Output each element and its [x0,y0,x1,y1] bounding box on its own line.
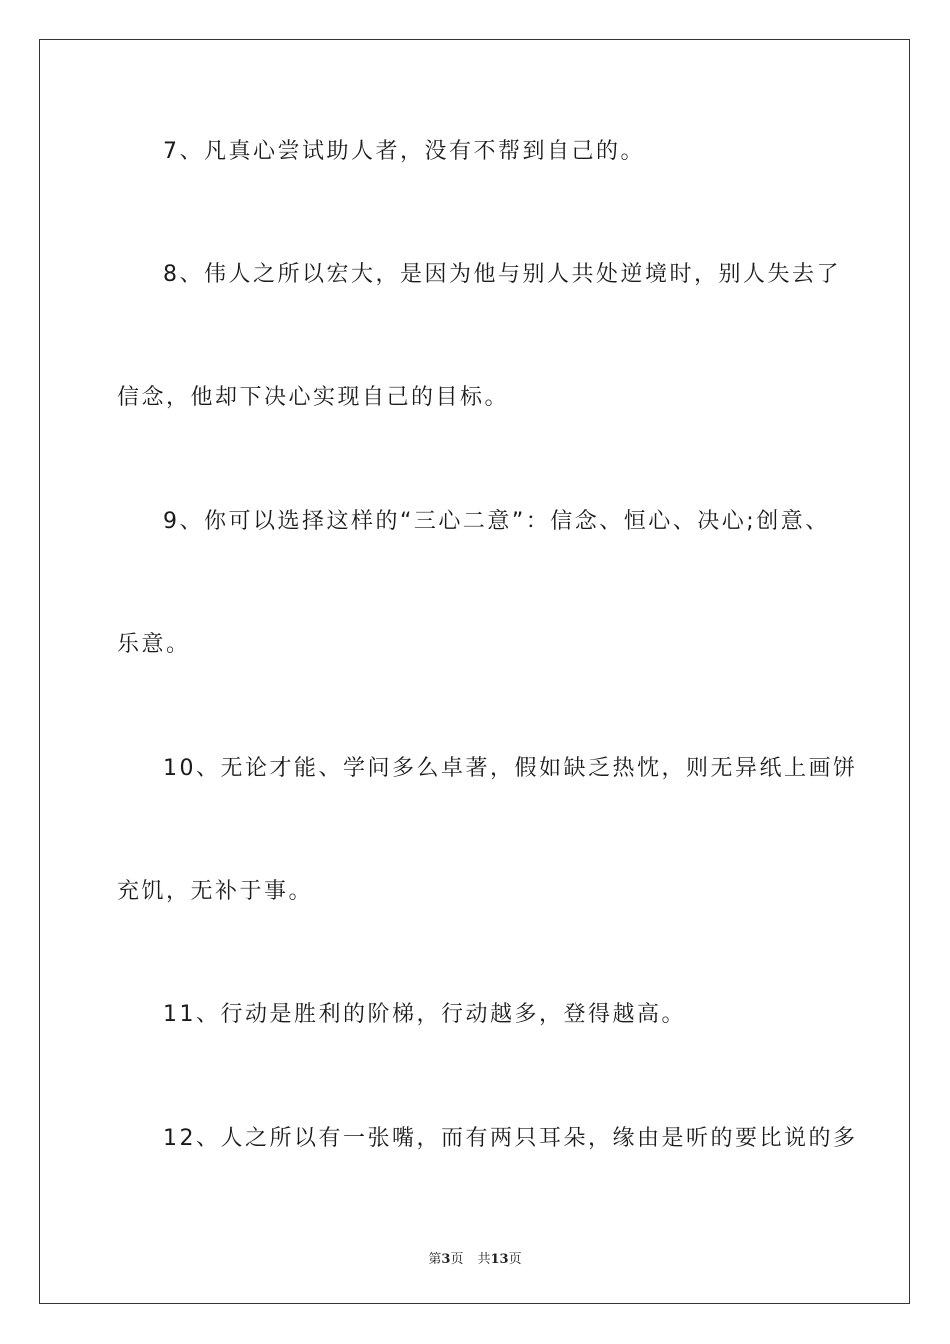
quote-line-9b: 乐意。 [117,632,191,657]
footer-total-prefix: 共 [477,1252,491,1267]
quote-line-12: 12、人之所以有一张嘴，而有两只耳朵，缘由是听的要比说的多 [163,1126,858,1151]
page-footer [0,1248,950,1267]
page-border [39,39,910,1304]
footer-page-number: 3 [441,1252,451,1267]
quote-line-11: 11、行动是胜利的阶梯，行动越多，登得越高。 [163,1002,686,1027]
quote-line-8b: 信念，他却下决心实现自己的目标。 [117,385,510,410]
footer-page-prefix: 第 [428,1252,442,1267]
footer-total-pages: 13 [490,1252,509,1267]
quote-line-7: 7、凡真心尝试助人者，没有不帮到自己的。 [163,139,645,164]
footer-total-suffix: 页 [508,1252,522,1267]
quote-line-9a: 9、你可以选择这样的“三心二意”：信念、恒心、决心;创意、 [163,509,830,534]
quote-line-8a: 8、伟人之所以宏大，是因为他与别人共处逆境时，别人失去了 [163,262,841,287]
quote-line-10b: 充饥，无补于事。 [117,879,314,904]
footer-page-suffix: 页 [450,1252,464,1267]
quote-line-10a: 10、无论才能、学问多么卓著，假如缺乏热忱，则无异纸上画饼 [163,756,858,781]
